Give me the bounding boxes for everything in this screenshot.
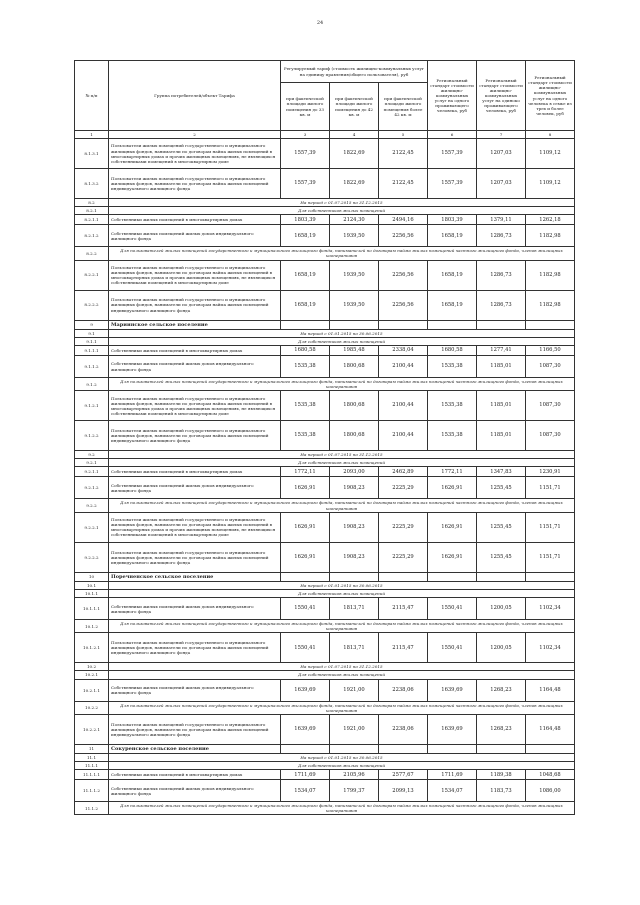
tariff-value: 2225,29	[379, 477, 428, 499]
tariff-value: 2225,29	[379, 542, 428, 572]
empty-cell	[526, 744, 575, 753]
empty-cell	[281, 744, 330, 753]
row-number: 9.2.1	[75, 459, 109, 467]
tariff-value: 1800,68	[330, 356, 379, 378]
tariff-value: 2256,56	[379, 225, 428, 247]
header-number: 7	[477, 131, 526, 139]
section-title: Поречненское сельское поселение	[109, 572, 281, 581]
sub-caption: Для собственников жилых помещений	[109, 337, 575, 345]
tariff-value: 1658,19	[281, 290, 330, 320]
header-standard-1: Региональный стандарт стоимости жилищно-коммунальных услуг на одного проживающего человека, руб	[428, 61, 477, 131]
row-group-name: Пользователи жилых помещений государственного и муниципального жилищных фондов, наниматели по договорам найма жилых помещений индивидуального жилищного фонда	[109, 169, 281, 199]
header-row-top	[75, 61, 575, 83]
tariff-value: 1087,30	[526, 421, 575, 451]
header-number: 2	[109, 131, 281, 139]
section-row	[75, 744, 575, 753]
row-number: 9.2.1.1	[75, 467, 109, 477]
tariff-value: 1639,69	[281, 714, 330, 744]
empty-cell	[330, 572, 379, 581]
row-number: 9.2.2	[75, 499, 109, 512]
note-caption: Для пользователей жилых помещений государственного и муниципального жилищного фонда, нанимателей по договорам найма жилых помещений частного жилищного фонда, членов жилищных кооперативов	[109, 701, 575, 714]
tariff-value: 2124,30	[330, 215, 379, 225]
row-number: 9.2.1.2	[75, 477, 109, 499]
note-row	[75, 247, 575, 260]
tariff-value: 1185,01	[477, 391, 526, 421]
tariff-value: 2100,44	[379, 391, 428, 421]
period-row	[75, 754, 575, 762]
header-numbers-row	[75, 131, 575, 139]
note-row	[75, 620, 575, 633]
table-row	[75, 421, 575, 451]
page-number: 24	[316, 20, 324, 26]
note-caption: Для пользователей жилых помещений государственного и муниципального жилищного фонда, нанимателей по договорам найма жилых помещений частного жилищного фонда, членов жилищных кооперативов	[109, 378, 575, 391]
tariff-value: 1985,48	[330, 346, 379, 356]
period-row	[75, 329, 575, 337]
sub-caption: Для собственников жилых помещений	[109, 671, 575, 679]
table-row	[75, 215, 575, 225]
tariff-value: 1626,91	[428, 477, 477, 499]
tariff-value: 1799,37	[330, 780, 379, 802]
row-number: 8.2.2.2	[75, 290, 109, 320]
table-row	[75, 290, 575, 320]
tariff-value: 1800,68	[330, 391, 379, 421]
row-group-name: Собственники жилых помещений жилых домов индивидуального жилищного фонда	[109, 679, 281, 701]
tariff-value: 1189,38	[477, 770, 526, 780]
empty-cell	[526, 572, 575, 581]
row-group-name: Пользователи жилых помещений государственного и муниципального жилищных фондов, наниматели по договорам найма жилых помещений индивидуального жилищного фонда	[109, 714, 281, 744]
row-number: 9.1.2.1	[75, 391, 109, 421]
row-number: 10.2.2	[75, 701, 109, 714]
period-caption: На период с 01.07.2015 по 31.12.2015	[109, 199, 575, 207]
row-number: 9.1.1	[75, 337, 109, 345]
header-number: 4	[330, 131, 379, 139]
tariff-value: 1772,11	[281, 467, 330, 477]
empty-cell	[379, 320, 428, 329]
table-row	[75, 260, 575, 290]
tariff-value: 1086,00	[526, 780, 575, 802]
tariff-value: 1557,39	[428, 139, 477, 169]
header-tariff-1: при фактической площади жилого помещения до 33 кв. м	[281, 83, 330, 131]
row-group-name: Пользователи жилых помещений государственного и муниципального жилищных фондов, наниматели по договорам найма жилых помещений индивидуального жилищного фонда	[109, 290, 281, 320]
tariff-value: 1151,71	[526, 477, 575, 499]
row-number: 8.2.1.2	[75, 225, 109, 247]
row-group-name: Собственники жилых помещений жилых домов индивидуального жилищного фонда	[109, 780, 281, 802]
tariff-value: 1535,38	[428, 356, 477, 378]
row-number: 10.1	[75, 581, 109, 589]
row-number: 9.1.2.2	[75, 421, 109, 451]
tariff-value: 1048,68	[526, 770, 575, 780]
tariff-value: 1550,41	[281, 598, 330, 620]
row-number: 8.2.2	[75, 247, 109, 260]
row-number: 8.2.1	[75, 207, 109, 215]
tariff-value: 1813,71	[330, 633, 379, 663]
sub-caption: Для собственников жилых помещений	[109, 590, 575, 598]
header-tariff-3: при фактической площади жилого помещения более 42 кв. м	[379, 83, 428, 131]
tariff-value: 1255,45	[477, 512, 526, 542]
row-number: 9.1.2	[75, 378, 109, 391]
tariff-value: 1164,48	[526, 679, 575, 701]
row-number: 9.2.2.1	[75, 512, 109, 542]
tariff-value: 2122,45	[379, 169, 428, 199]
empty-cell	[428, 320, 477, 329]
tariff-value: 1800,68	[330, 421, 379, 451]
tariff-value: 2105,96	[330, 770, 379, 780]
sub-row	[75, 671, 575, 679]
tariff-value: 1658,19	[428, 290, 477, 320]
row-group-name: Собственники жилых помещений жилых домов индивидуального жилищного фонда	[109, 356, 281, 378]
sub-row	[75, 207, 575, 215]
row-number: 9.1.1.2	[75, 356, 109, 378]
tariff-value: 2256,56	[379, 260, 428, 290]
tariff-value: 2099,13	[379, 780, 428, 802]
tariff-value: 1680,58	[428, 346, 477, 356]
tariff-value: 2225,29	[379, 512, 428, 542]
tariff-value: 1658,19	[428, 260, 477, 290]
tariff-value: 1939,50	[330, 290, 379, 320]
tariff-value: 1286,73	[477, 290, 526, 320]
tariff-value: 1550,41	[281, 633, 330, 663]
tariff-value: 1557,39	[281, 139, 330, 169]
tariff-value: 2577,67	[379, 770, 428, 780]
row-group-name: Пользователи жилых помещений государственного и муниципального жилищных фондов, наниматели по договорам найма жилых помещений в многоквартирных домах и прочих жилищных помещениях, не являющихся собственниками помещений в многоквартирном доме	[109, 260, 281, 290]
tariff-value: 1626,91	[281, 542, 330, 572]
tariff-value: 2256,56	[379, 290, 428, 320]
tariff-value: 1813,71	[330, 598, 379, 620]
row-number: 11.1.1.2	[75, 780, 109, 802]
tariff-value: 1921,00	[330, 714, 379, 744]
period-row	[75, 199, 575, 207]
header-number: 5	[379, 131, 428, 139]
header-group: Группа потребителей/объект Тарифа	[109, 61, 281, 131]
row-number: 10	[75, 572, 109, 581]
tariff-value: 1711,69	[281, 770, 330, 780]
row-number: 8.1.3.2	[75, 169, 109, 199]
period-row	[75, 663, 575, 671]
table-row	[75, 477, 575, 499]
tariff-value: 1535,38	[428, 391, 477, 421]
tariff-value: 1557,39	[428, 169, 477, 199]
tariff-value: 1535,38	[428, 421, 477, 451]
row-number: 8.1.3.1	[75, 139, 109, 169]
header-tariff-group: Регулируемый тариф (стоимость жилищно-коммунальных услуг на единицу правления/общего пользователя), руб	[281, 61, 428, 83]
row-number: 9.1	[75, 329, 109, 337]
tariff-value: 1939,50	[330, 225, 379, 247]
period-caption: На период с 01.01.2015 по 30.06.2015	[109, 754, 575, 762]
table-row	[75, 512, 575, 542]
row-number: 11.1.1	[75, 762, 109, 770]
sub-caption: Для собственников жилых помещений	[109, 762, 575, 770]
tariff-value: 2122,45	[379, 139, 428, 169]
tariff-value: 1286,73	[477, 225, 526, 247]
row-group-name: Собственники жилых помещений жилых домов индивидуального жилищного фонда	[109, 477, 281, 499]
tariff-value: 2462,89	[379, 467, 428, 477]
row-number: 9.2	[75, 451, 109, 459]
tariff-value: 1347,83	[477, 467, 526, 477]
sub-caption: Для собственников жилых помещений	[109, 207, 575, 215]
row-group-name: Пользователи жилых помещений государственного и муниципального жилищных фондов, наниматели по договорам найма жилых помещений в многоквартирных домах и прочих жилищных помещениях, не являющихся собственниками помещений в многоквартирном доме	[109, 512, 281, 542]
row-number: 8.2.1.1	[75, 215, 109, 225]
tariff-value: 1166,50	[526, 346, 575, 356]
tariff-value: 1658,19	[428, 225, 477, 247]
note-caption: Для пользователей жилых помещений государственного и муниципального жилищного фонда, нанимателей по договорам найма жилых помещений частного жилищного фонда, членов жилищных кооперативов	[109, 802, 575, 815]
row-group-name: Собственники жилых помещений в многоквартирных домах	[109, 215, 281, 225]
table-row	[75, 346, 575, 356]
note-caption: Для пользователей жилых помещений государственного и муниципального жилищного фонда, нанимателей по договорам найма жилых помещений частного жилищного фонда, членов жилищных кооперативов	[109, 620, 575, 633]
sub-caption: Для собственников жилых помещений	[109, 459, 575, 467]
tariff-value: 1109,12	[526, 139, 575, 169]
period-row	[75, 451, 575, 459]
section-row	[75, 572, 575, 581]
header-standard-3: Региональный стандарт стоимости жилищно-коммунальных услуг на одного человека в семье из трех и более человек, руб	[526, 61, 575, 131]
empty-cell	[379, 572, 428, 581]
tariff-value: 1908,23	[330, 512, 379, 542]
tariff-value: 1822,69	[330, 169, 379, 199]
tariff-value: 1164,48	[526, 714, 575, 744]
header-standard-2: Региональный стандарт стоимости жилищно-коммунальных услуг на одиноко проживающего человека, руб	[477, 61, 526, 131]
tariff-value: 1277,41	[477, 346, 526, 356]
tariff-value: 1803,39	[428, 215, 477, 225]
tariff-value: 1908,23	[330, 477, 379, 499]
tariff-value: 1550,41	[428, 633, 477, 663]
empty-cell	[526, 320, 575, 329]
tariff-value: 1185,01	[477, 356, 526, 378]
tariff-value: 1534,07	[281, 780, 330, 802]
row-group-name: Пользователи жилых помещений государственного и муниципального жилищных фондов, наниматели по договорам найма жилых помещений в многоквартирных домах и прочих жилищных помещениях, не являющихся собственниками помещений в многоквартирном доме	[109, 139, 281, 169]
period-row	[75, 581, 575, 589]
tariff-value: 1535,38	[281, 421, 330, 451]
empty-cell	[330, 320, 379, 329]
tariff-value: 1151,71	[526, 512, 575, 542]
tariff-value: 1535,38	[281, 391, 330, 421]
period-caption: На период с 01.01.2015 по 30.06.2015	[109, 329, 575, 337]
empty-cell	[379, 744, 428, 753]
tariff-value: 2238,06	[379, 679, 428, 701]
row-group-name: Собственники жилых помещений в многоквартирных домах	[109, 467, 281, 477]
tariff-value: 1109,12	[526, 169, 575, 199]
tariff-value: 1255,45	[477, 477, 526, 499]
table-row	[75, 391, 575, 421]
empty-cell	[330, 744, 379, 753]
table-row	[75, 467, 575, 477]
empty-cell	[281, 320, 330, 329]
row-number: 11	[75, 744, 109, 753]
empty-cell	[477, 744, 526, 753]
table-row	[75, 679, 575, 701]
row-number: 10.1.1.1	[75, 598, 109, 620]
header-number: 1	[75, 131, 109, 139]
tariff-value: 1151,71	[526, 542, 575, 572]
table-row	[75, 169, 575, 199]
header-tariff-2: при фактической площади жилого помещения до 42 кв. м	[330, 83, 379, 131]
section-row	[75, 320, 575, 329]
note-row	[75, 499, 575, 512]
row-number: 10.1.1	[75, 590, 109, 598]
sub-row	[75, 762, 575, 770]
tariff-value: 1711,69	[428, 770, 477, 780]
tariff-value: 1680,58	[281, 346, 330, 356]
tariff-value: 2115,47	[379, 598, 428, 620]
tariff-value: 1102,34	[526, 598, 575, 620]
note-caption: Для пользователей жилых помещений государственного и муниципального жилищного фонда, нанимателей по договорам найма жилых помещений частного жилищного фонда, членов жилищных кооперативов	[109, 247, 575, 260]
table-row	[75, 780, 575, 802]
note-row	[75, 701, 575, 714]
period-caption: На период с 01.07.2015 по 31.12.2015	[109, 451, 575, 459]
tariff-value: 2338,04	[379, 346, 428, 356]
row-number: 11.1.2	[75, 802, 109, 815]
tariff-value: 2093,00	[330, 467, 379, 477]
header-num: № п/п	[75, 61, 109, 131]
empty-cell	[428, 572, 477, 581]
tariff-value: 1534,07	[428, 780, 477, 802]
tariff-value: 1102,34	[526, 633, 575, 663]
tariff-value: 2494,16	[379, 215, 428, 225]
table-row	[75, 356, 575, 378]
tariff-value: 1639,69	[428, 679, 477, 701]
tariff-value: 2115,47	[379, 633, 428, 663]
row-number: 8.2	[75, 199, 109, 207]
table-row	[75, 139, 575, 169]
row-number: 10.1.2.1	[75, 633, 109, 663]
tariff-value: 1182,98	[526, 290, 575, 320]
section-title: Мариинское сельское поселение	[109, 320, 281, 329]
row-group-name: Собственники жилых помещений в многоквартирных домах	[109, 346, 281, 356]
tariff-value: 2238,06	[379, 714, 428, 744]
table-row	[75, 225, 575, 247]
tariff-value: 1207,03	[477, 169, 526, 199]
note-caption: Для пользователей жилых помещений государственного и муниципального жилищного фонда, нанимателей по договорам найма жилых помещений частного жилищного фонда, членов жилищных кооперативов	[109, 499, 575, 512]
tariff-value: 1185,01	[477, 421, 526, 451]
tariff-value: 1268,23	[477, 714, 526, 744]
table-row	[75, 633, 575, 663]
tariff-value: 1286,73	[477, 260, 526, 290]
header-number: 8	[526, 131, 575, 139]
row-number: 11.1.1.1	[75, 770, 109, 780]
row-group-name: Пользователи жилых помещений государственного и муниципального жилищных фондов, наниматели по договорам найма жилых помещений индивидуального жилищного фонда	[109, 633, 281, 663]
row-number: 10.2.1	[75, 671, 109, 679]
table-row	[75, 598, 575, 620]
sub-row	[75, 337, 575, 345]
tariff-value: 1200,05	[477, 598, 526, 620]
tariff-value: 1626,91	[281, 477, 330, 499]
empty-cell	[477, 320, 526, 329]
sub-row	[75, 459, 575, 467]
row-number: 8.2.2.1	[75, 260, 109, 290]
tariff-value: 1626,91	[428, 542, 477, 572]
row-group-name: Собственники жилых помещений жилых домов индивидуального жилищного фонда	[109, 598, 281, 620]
tariff-value: 1658,19	[281, 260, 330, 290]
row-number: 9.1.1.1	[75, 346, 109, 356]
tariff-value: 1183,73	[477, 780, 526, 802]
row-number: 10.2.2.1	[75, 714, 109, 744]
row-number: 9.2.2.2	[75, 542, 109, 572]
empty-cell	[428, 744, 477, 753]
tariff-value: 1200,05	[477, 633, 526, 663]
tariff-value: 1772,11	[428, 467, 477, 477]
tariff-value: 1182,98	[526, 225, 575, 247]
row-group-name: Пользователи жилых помещений государственного и муниципального жилищных фондов, наниматели по договорам найма жилых помещений индивидуального жилищного фонда	[109, 421, 281, 451]
empty-cell	[477, 572, 526, 581]
tariff-value: 1939,50	[330, 260, 379, 290]
tariff-table	[74, 60, 575, 815]
tariff-value: 2100,44	[379, 421, 428, 451]
tariff-value: 1262,18	[526, 215, 575, 225]
table-body	[75, 61, 575, 815]
table-row	[75, 714, 575, 744]
row-number: 10.2.1.1	[75, 679, 109, 701]
note-row	[75, 802, 575, 815]
row-number: 10.2	[75, 663, 109, 671]
tariff-value: 1921,00	[330, 679, 379, 701]
row-number: 9	[75, 320, 109, 329]
tariff-value: 1230,91	[526, 467, 575, 477]
tariff-value: 1803,39	[281, 215, 330, 225]
row-group-name: Пользователи жилых помещений государственного и муниципального жилищных фондов, наниматели по договорам найма жилых помещений индивидуального жилищного фонда	[109, 542, 281, 572]
row-number: 11.1	[75, 754, 109, 762]
table-row	[75, 770, 575, 780]
note-row	[75, 378, 575, 391]
tariff-value: 1658,19	[281, 225, 330, 247]
tariff-value: 1550,41	[428, 598, 477, 620]
row-number: 10.1.2	[75, 620, 109, 633]
tariff-value: 1626,91	[428, 512, 477, 542]
tariff-value: 1639,69	[281, 679, 330, 701]
tariff-value: 1087,30	[526, 391, 575, 421]
tariff-value: 1182,98	[526, 260, 575, 290]
table-row	[75, 542, 575, 572]
tariff-value: 2100,44	[379, 356, 428, 378]
tariff-value: 1268,23	[477, 679, 526, 701]
tariff-value: 1255,45	[477, 542, 526, 572]
tariff-value: 1207,03	[477, 139, 526, 169]
row-group-name: Пользователи жилых помещений государственного и муниципального жилищных фондов, наниматели по договорам найма жилых помещений в многоквартирных домах и прочих жилищных помещениях, не являющихся собственниками помещений в многоквартирном доме	[109, 391, 281, 421]
tariff-value: 1626,91	[281, 512, 330, 542]
tariff-value: 1535,38	[281, 356, 330, 378]
row-group-name: Собственники жилых помещений в многоквартирных домах	[109, 770, 281, 780]
empty-cell	[281, 572, 330, 581]
tariff-value: 1379,11	[477, 215, 526, 225]
sub-row	[75, 590, 575, 598]
tariff-value: 1908,23	[330, 542, 379, 572]
period-caption: На период с 01.07.2015 по 31.12.2015	[109, 663, 575, 671]
header-number: 6	[428, 131, 477, 139]
section-title: Сокуренское сельское поселение	[109, 744, 281, 753]
header-number: 3	[281, 131, 330, 139]
tariff-value: 1639,69	[428, 714, 477, 744]
tariff-value: 1087,30	[526, 356, 575, 378]
period-caption: На период с 01.01.2015 по 30.06.2015	[109, 581, 575, 589]
tariff-value: 1557,39	[281, 169, 330, 199]
tariff-value: 1822,69	[330, 139, 379, 169]
row-group-name: Собственники жилых помещений жилых домов индивидуального жилищного фонда	[109, 225, 281, 247]
